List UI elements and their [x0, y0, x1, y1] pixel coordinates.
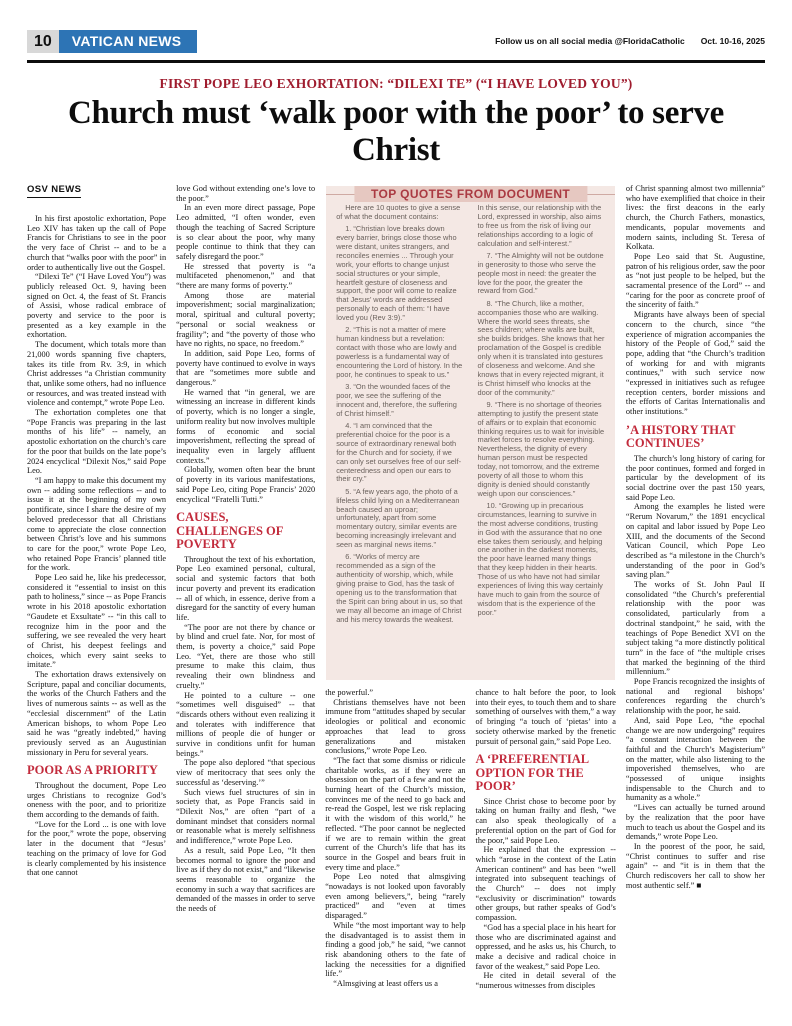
article-paragraph: The church’s long history of caring for the poor continues, formed and forged in particular by the development of its social doctrine over the past 150 years, said Pope Leo.	[625, 453, 765, 502]
article-paragraph: “Almsgiving at least offers us a	[333, 979, 438, 989]
social-media-text: Follow us on all social media @FloridaCatholic	[495, 36, 685, 46]
article-paragraph: He cited in detail several of the “numerous witnesses from disciples	[475, 971, 616, 991]
article-paragraph: In his first apostolic exhortation, Pope Leo XIV has taken up the call of Pope Francis for Christians to see in the poor the very face of Christ -- and to be a church that “walks poor with the poor” in order to authentically live out the Gospel.	[27, 214, 167, 272]
quote-box	[326, 186, 615, 680]
quote-paragraph: 8. “The Church, like a mother, accompanies those who are walking. Where the world sees threats, she sees children; where walls are built, she builds bridges. She knows that her proclamation of the Gospel is credible only when it is translated into gestures of closeness and welcome. And she knows that in every rejected migrant, it is Christ himself who knocks at the door of the community.”	[477, 298, 605, 397]
article-paragraph: And, said Pope Leo, “the epochal change we are now undergoing” requires “a constant interaction between the faithful and the Church’s Magisterium” on the matter, while also listening to the impoverished themselves, who are “possessed of unique insights indispensable to the Church and to humanity as a whole.”	[625, 715, 765, 803]
article-paragraph: He pointed to a culture -- one “sometimes well disguised” -- that “discards others without even realizing it and tolerates with indifference that millions of people die of hunger or survive in conditions unfit for human beings.”	[176, 690, 316, 758]
masthead-spacer	[197, 30, 495, 53]
article-body	[27, 184, 765, 1026]
masthead	[27, 30, 765, 53]
article-paragraph: Pope Leo said he, like his predecessor, considered it “essential to insist on this path to holiness,” since -- as Pope Francis wrote in his 2018 apostolic exhortation “Gaudete et Exsultate” -- “in this call to recognize him in the poor and the suffering, we see revealed the very heart of Christ, his deepest feelings and choices, which every saint seeks to imitate.”	[27, 573, 167, 670]
quote-paragraph: 6. “Works of mercy are recommended as a sign of the authenticity of worship, which, while giving praise to God, has the task of opening us to the transformation that the Spirit can bring about in us, so that we may all become an image of Christ and his mercy towards the weakest.	[336, 552, 463, 624]
article-paragraph: In an even more direct passage, Pope Leo admitted, “I often wonder, even though the teaching of Sacred Scripture is so clear about the poor, why many people continue to think that they can safely disregard the poor.”	[176, 203, 316, 261]
article-paragraph: Throughout the document, Pope Leo urges Christians to recognize God’s oneness with the poor, and to prioritize them according to the demands of faith.	[27, 780, 167, 819]
article-column-4	[476, 688, 616, 1026]
article-paragraph: While “the most important way to help the disadvantaged is to assist them in finding a good job,” he said, “we cannot risk abandoning others to the fate of lacking the necessities for a dignified life.”	[325, 920, 466, 979]
article-middle-section	[325, 184, 616, 1026]
article-paragraph: “I am happy to make this document my own -- adding some reflections -- and to issue it at the beginning of my own pontificate, since I share the desire of my beloved predecessor that all Christians come to appreciate the close connection between Christ’s love and his summons to care for the poor,” wrote Pope Leo, who retained Pope Francis’ planned title for the work.	[27, 475, 167, 573]
article-paragraph: He explained that the expression -- which “arose in the context of the Latin American continent” and has been “well integrated into subsequent teachings of the Church” -- does not imply “exclusivity or discrimination” towards other groups, but rather speaks of God’s compassion.	[475, 845, 616, 923]
headline: Church must ‘walk poor with the poor’ to serve Christ	[68, 95, 724, 168]
article-paragraph: The exhortation completes one that “Pope Francis was preparing in the last months of his life” -- namely, an apostolic exhortation on the church’s care for the poor that builds on the late pope’s 2024 encyclical “Dilexit Nos,” said Pope Leo.	[27, 408, 167, 476]
quote-paragraph: 10. “Growing up in precarious circumstances, learning to survive in the most adverse conditions, trusting in God with the assurance that no one else takes them seriously, and helping one another in the darkest moments, the poor have learned many things that they keep hidden in their hearts. Those of us who have not had similar experiences of living this way certainly have much to gain from the source of wisdom that is the experience of the poor.”	[477, 501, 603, 617]
quote-paragraph: 7. “The Almighty will not be outdone in generosity to those who serve the people most in need: the greater the love for the poor, the greater the reward from God.”	[477, 250, 604, 296]
column-1-text	[27, 214, 166, 878]
article-paragraph: He stressed that poverty is “a multifaceted phenomenon,” and that “there are many forms of poverty.”	[176, 261, 316, 291]
section-subhead: CAUSES, CHALLENGES OF POVERTY	[176, 510, 283, 552]
article-paragraph: In the poorest of the poor, he said, “Christ continues to suffer and rise again” -- and “it is in them that the Church rediscovers her call to show her most authentic self.” ■	[625, 842, 765, 890]
article-paragraph: Throughout the text of his exhortation, Pope Leo examined personal, cultural, social and systemic factors that both incur poverty and prevent its eradication -- all of which, in essence, derive from a disregard for the sanctity of every human life.	[176, 554, 316, 622]
article-paragraph: chance to halt before the poor, to look into their eyes, to touch them and to share something of ourselves with them,” a way of bringing “a touch of ‘pietas’ into a society otherwise marked by the frenetic pursuit of personal gain,” said Pope Leo.	[475, 688, 616, 746]
quote-paragraph: 2. “This is not a matter of mere human kindness but a revelation: contact with those who are lowly and powerless is a fundamental way of encountering the Lord of history. In the poor, he continues to speak to us.”	[336, 325, 463, 379]
article-paragraph: The works of St. John Paul II consolidated “the Church’s preferential relationship with the poor was consolidated, particularly from a doctrinal standpoint,” he said, with the teachings of Pope Benedict XVI on the subject taking “a more distinctly political turn” in the face of “the multiple crises that marked the beginning of the third millennium.”	[625, 580, 765, 677]
article-paragraph: Pope Leo said that St. Augustine, patron of his religious order, saw the poor as “not just people to be helped, but the sacramental presence of the Lord” -- and “caring for the poor as concrete proof of the sincerity of faith.”	[625, 251, 765, 310]
article-paragraph: Such views fuel structures of sin in society that, as Pope Francis said in “Dilexit Nos,” are often “part of a dominant mindset that considers normal or reasonable what is merely selfishness and indifference,” wrote Pope Leo.	[176, 787, 316, 846]
section-subhead: POOR AS A PRIORITY	[27, 763, 158, 778]
issue-date: Oct. 10-16, 2025	[700, 36, 765, 46]
kicker: FIRST POPE LEO EXHORTATION: “DILEXI TE” (“I HAVE LOVED YOU”)	[159, 76, 633, 91]
quote-paragraph: 1. “Christian love breaks down every barrier, brings close those who were distant, unites strangers, and reconciles enemies ... Through your work, your efforts to change unjust social structures or your simple, heartfelt gesture of closeness and support, the poor will come to realize that Jesus’ words are addressed personally to each of them: “I have loved you (Rev 3:9).”	[336, 224, 457, 322]
quote-box-columns	[336, 204, 605, 674]
article-paragraph: Globally, women often bear the brunt of poverty in its various manifestations, said Pope Leo, citing Pope Francis’ 2020 encyclical “Fratelli Tutti.”	[176, 465, 316, 504]
quote-paragraph: 5. “A few years ago, the photo of a lifeless child lying on a Mediterranean beach caused an uproar; unfortunately, apart from some momentary outcry, similar events are becoming increasingly irrelevant and seen as marginal news items.”	[336, 486, 460, 549]
article-paragraph: “Dilexi Te” (“I Have Loved You”) was publicly released Oct. 9, having been signed on Oct. 4, the feast of St. Francis of Assisi, whose radical embrace of poverty and service to the poor is presented as a key example in the exhortation.	[27, 272, 167, 340]
article-column-3	[325, 688, 465, 1026]
column-5-text	[626, 184, 765, 891]
article-paragraph: Migrants have always been of special concern to the church, since “the experience of migration accompanies the history of the People of God,” said the pope, adding that “the Church’s tradition of working for and with migrants continues,” with such service now “expressed in initiatives such as refugee reception centers, border missions and the efforts of Caritas Internationalis and other institutions.”	[625, 310, 765, 417]
article-paragraph: Among those are material impoverishment; social marginalization; moral, spiritual and cultural poverty; “personal or social weakness or fragility”; and “the poverty of those who have no rights, no space, no freedom.”	[176, 290, 316, 349]
article-paragraph: Christians themselves have not been immune from “attitudes shaped by secular ideologies or political and economic approaches that lead to gross generalizations and mistaken conclusions,” wrote Pope Leo.	[325, 697, 466, 756]
middle-text-columns	[325, 688, 616, 1026]
article-paragraph: The document, which totals more than 21,000 words spanning five chapters, takes its title from Rv. 3:9, in which Christ addresses “a Christian community that, unlike some others, had no influence or resources, and was treated instead with violence and contempt,” wrote Pope Leo.	[27, 340, 167, 408]
article-paragraph: “Love for the Lord ... is one with love for the poor,” wrote the pope, observing later in the document that “Jesus’ teaching on the primacy of love for God is clearly complemented by his insistence that one cannot	[27, 819, 167, 878]
article-paragraph: love God without extending one’s love to the poor.”	[176, 184, 316, 203]
quote-box-column-right	[478, 204, 605, 674]
article-column-1	[27, 184, 166, 1026]
section-subhead: A ‘PREFERENTIAL OPTION FOR THE POOR’	[475, 752, 589, 794]
quote-paragraph: 4. “I am convinced that the preferential choice for the poor is a source of extraordinary renewal both for the Church and for society, if we can only set ourselves free of our self-centeredness and open our ears to their cry.”	[336, 421, 462, 484]
article-paragraph: Pope Francis recognized the insights of national and regional bishops’ conferences regarding the church’s relationship with the poor, he said.	[625, 677, 765, 716]
article-paragraph: Since Christ chose to become poor by taking on human frailty and flesh, “we can also speak theologically of a preferential option on the part of God for the poor,” said Pope Leo.	[475, 796, 616, 845]
article-paragraph: “The fact that some dismiss or ridicule charitable works, as if they were an obsession on the part of a few and not the burning heart of the Church’s mission, convinces me of the need to go back and re-read the Gospel, lest we risk replacing it with the wisdom of this world,” he reflected. “The poor cannot be neglected if we are to remain within the great current of the Church’s life that has its source in the Gospel and bears fruit in every time and place.”	[325, 755, 466, 872]
article-paragraph: The pope also deplored “that specious view of meritocracy that sees only the successful as ‘deserving.’”	[176, 758, 316, 787]
byline: OSV NEWS	[27, 184, 81, 198]
article-paragraph: “Lives can actually be turned around by the realization that the poor have much to teach us about the Gospel and its demands,” wrote Pope Leo.	[625, 803, 765, 842]
quote-box-column-left	[336, 204, 463, 674]
quote-paragraph: In this sense, our relationship with the Lord, expressed in worship, also aims to free us from the risk of living our relationships according to a logic of calculation and self-interest.”	[477, 203, 602, 248]
article-paragraph: He warned that “in general, we are witnessing an increase in different kinds of poverty, which is no longer a single, uniform reality but now involves multiple forms of economic and social impoverishment, reflecting the spread of inequality even in largely affluent contexts.”	[176, 387, 316, 465]
article-paragraph: of Christ spanning almost two millennia” who have exemplified that choice in their lives: the first deacons in the early church, the Church Fathers, monastics, mendicants, popular movements and modern saints, including St. Teresa of Kolkata.	[625, 184, 765, 252]
article-paragraph: “God has a special place in his heart for those who are discriminated against and oppressed, and he asks us, his Church, to make a decisive and radical choice in favor of the weakest,” said Pope Leo.	[475, 922, 616, 971]
quote-box-title: TOP QUOTES FROM DOCUMENT	[354, 186, 587, 202]
quote-paragraph: 3. “On the wounded faces of the poor, we see the suffering of the innocent and, therefore, the suffering of Christ himself.”	[336, 382, 457, 418]
article-paragraph: In addition, said Pope Leo, forms of poverty have continued to evolve in ways that are “sometimes more subtle and dangerous.”	[176, 348, 316, 388]
article-paragraph: Pope Leo noted that almsgiving “nowadays is not looked upon favorably even among believers,”, being “rarely practiced” and “even at times disparaged.”	[325, 872, 466, 921]
masthead-divider	[27, 60, 765, 63]
article-column-2	[176, 184, 315, 1026]
article-paragraph: As a result, said Pope Leo, “It then becomes normal to ignore the poor and live as if they do not exist,” and “likewise seems reasonable to organize the economy in such a way that sacrifices are demanded of the masses in order to serve the needs of	[176, 845, 316, 914]
quote-paragraph: Here are 10 quotes to give a sense of what the document contains:	[336, 203, 461, 221]
article-paragraph: “The poor are not there by chance or by blind and cruel fate. Nor, for most of them, is poverty a choice,” said Pope Leo. “Yet, there are those who still presume to make this claim, thus revealing their own blindness and cruelty.”	[176, 622, 316, 690]
article-paragraph: The exhortation draws extensively on Scripture, papal and conciliar documents, the works of the Church Fathers and the lives of numerous saints -- as well as the “ecclesial discernment” of the Latin American bishops, to whom Pope Leo said he was “greatly indebted,” having previously served as an Augustinian missionary in Peru for several years.	[27, 670, 167, 757]
article-paragraph: Among the examples he listed were “Rerum Novarum,” the 1891 encyclical on capital and labor issued by Pope Leo XIII, and the documents of the Second Vatican Council, which Pope Leo described as “a milestone in the Church’s understanding of the poor in God’s saving plan.”	[625, 502, 765, 580]
page-number: 10	[27, 30, 59, 53]
article-paragraph: the powerful.”	[325, 688, 374, 697]
article-column-5	[626, 184, 765, 1026]
column-2-text	[176, 184, 315, 914]
quote-paragraph: 9. “There is no shortage of theories attempting to justify the present state of affairs or to explain that economic thinking requires us to wait for invisible market forces to resolve everything. Nevertheless, the dignity of every human person must be respected today, not tomorrow, and the extreme poverty of all those to whom this dignity is denied should constantly weigh upon our consciences.”	[477, 399, 605, 498]
section-title: VATICAN NEWS	[59, 30, 198, 53]
section-subhead: ’A HISTORY THAT CONTINUES’	[625, 422, 736, 451]
